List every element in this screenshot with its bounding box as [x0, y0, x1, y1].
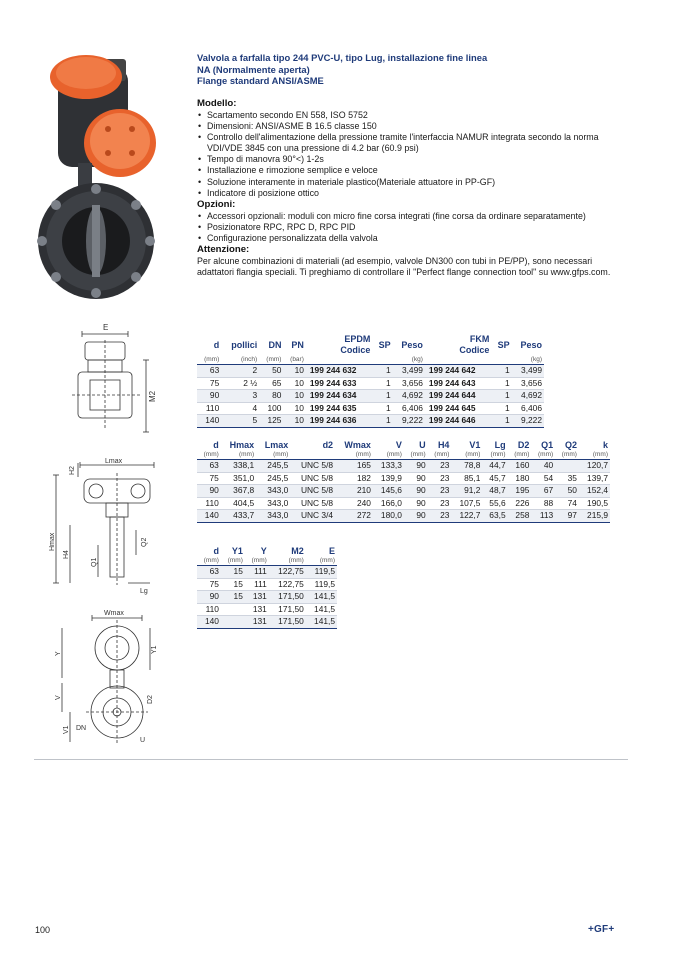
table-cell: 180,0	[373, 510, 404, 523]
table-cell: 119,5	[306, 578, 337, 591]
table-cell: 5	[221, 415, 259, 428]
col-unit: (mm)	[451, 451, 482, 460]
dim-label-h2: H2	[69, 466, 76, 475]
table-cell: 10	[283, 390, 305, 403]
dim-label-d2: D2	[147, 695, 154, 704]
table-cell: 199 244 632	[306, 365, 373, 378]
modello-heading: Modello:	[197, 98, 237, 109]
col-unit: (mm)	[197, 451, 221, 460]
table-cell: 63,5	[482, 510, 507, 523]
col-unit: (mm)	[306, 557, 337, 566]
table-cell: 48,7	[482, 485, 507, 498]
table-cell: 100	[259, 402, 283, 415]
table-cell: 139,9	[373, 472, 404, 485]
table-cell: 63	[197, 566, 221, 579]
table-cell: 63	[197, 365, 221, 378]
col-unit: (mm)	[531, 451, 555, 460]
attenzione-heading: Attenzione:	[197, 244, 250, 256]
table-cell: 1	[491, 415, 511, 428]
table-cell: 343,0	[256, 510, 290, 523]
table-cell: 23	[428, 460, 452, 473]
technical-drawing-front	[60, 320, 160, 440]
table-row	[197, 591, 337, 604]
table-cell: 338,1	[221, 460, 256, 473]
col-header: d2	[322, 440, 334, 450]
table-cell: 160	[508, 460, 532, 473]
list-item: • Accessori opzionali: moduli con micro fine corsa integrati (fine corsa da ordinare separatamente)	[197, 211, 629, 222]
table-cell: 1	[491, 390, 511, 403]
dim-label-lmax: Lmax	[105, 458, 123, 465]
table-cell: 131	[245, 616, 269, 629]
table-cell: 199 244 642	[425, 365, 492, 378]
table-cell: 351,0	[221, 472, 256, 485]
col-header: Wmax	[344, 440, 371, 450]
col-unit: (mm)	[508, 451, 532, 460]
col-header: Peso	[520, 339, 542, 350]
table-cell: 1	[372, 390, 392, 403]
table-cell: 67	[531, 485, 555, 498]
table-cell: 88	[531, 497, 555, 510]
table-cell: 91,2	[451, 485, 482, 498]
col-header: Lg	[494, 440, 506, 450]
page-number: 100	[35, 925, 51, 935]
table-cell: 35	[555, 472, 579, 485]
table-cell: 141,5	[306, 603, 337, 616]
table-row	[197, 377, 544, 390]
table-cell: 122,7	[451, 510, 482, 523]
col-header: Q2	[564, 440, 577, 450]
table-cell: 210	[335, 485, 373, 498]
table-cell: 110	[197, 402, 221, 415]
table-cell: 120,7	[579, 460, 610, 473]
table-cell: 199 244 634	[306, 390, 373, 403]
dim-label-v1: V1	[63, 725, 70, 734]
list-item: • Tempo di manovra 90°<) 1-2s	[197, 154, 629, 165]
list-item: • Posizionatore RPC, RPC D, RPC PID	[197, 222, 629, 233]
table-cell: UNC 5/8	[290, 472, 335, 485]
col-header: D2	[517, 440, 530, 450]
list-item: • Scartamento secondo EN 558, ISO 5752	[197, 110, 629, 121]
table-cell: 367,8	[221, 485, 256, 498]
col-unit: (mm)	[245, 557, 269, 566]
list-item: • Soluzione interamente in materiale plastico(Materiale attuatore in PP-GF)	[197, 177, 629, 188]
table-cell: 44,7	[482, 460, 507, 473]
table-cell: 141,5	[306, 591, 337, 604]
attenzione-text: Per alcune combinazioni di materiali (ad esempio, valvole DN300 con tubi in PE/PP), sono necessari adattatori flangia speciali. Ti preghiamo di controllare il "Perfect flange connection tool" su www.gfps.com.	[197, 256, 611, 278]
table-cell: 1	[372, 415, 392, 428]
table-cell: 145,6	[373, 485, 404, 498]
table-cell: 166,0	[373, 497, 404, 510]
col-header: d	[213, 546, 219, 556]
table-cell: 140	[197, 510, 221, 523]
table-cell: 199 244 646	[425, 415, 492, 428]
col-header: H4	[437, 440, 450, 450]
col-header: Hmax	[229, 440, 255, 450]
dim-label-y: Y	[55, 651, 62, 656]
table-cell: 6,406	[393, 402, 425, 415]
table-row	[197, 365, 544, 378]
col-header: Y1	[231, 546, 243, 556]
table-cell: 10	[283, 377, 305, 390]
table-cell: 215,9	[579, 510, 610, 523]
table-cell: 45,7	[482, 472, 507, 485]
dim-label-v: V	[55, 695, 62, 700]
table-cell: 131	[245, 591, 269, 604]
col-unit: (inch)	[221, 356, 259, 365]
col-header: FKM Codice	[459, 334, 490, 355]
table-cell: 1	[491, 377, 511, 390]
product-title	[197, 52, 637, 87]
table-cell: UNC 5/8	[290, 460, 335, 473]
table-cell: 55,6	[482, 497, 507, 510]
col-unit: (mm)	[197, 356, 221, 365]
col-header: Lmax	[264, 440, 289, 450]
table-cell: 199 244 644	[425, 390, 492, 403]
table-cell: 1	[372, 377, 392, 390]
col-header: k	[602, 440, 608, 450]
table-cell: 1	[491, 365, 511, 378]
table-cell: 3,656	[393, 377, 425, 390]
table-cell: UNC 5/8	[290, 485, 335, 498]
table-cell: 63	[197, 460, 221, 473]
table-cell: UNC 3/4	[290, 510, 335, 523]
table-cell: 245,5	[256, 472, 290, 485]
table-cell: 9,222	[512, 415, 544, 428]
col-unit: (mm)	[482, 451, 507, 460]
table-cell: 23	[428, 510, 452, 523]
table-cell: 199 244 643	[425, 377, 492, 390]
col-unit: (mm)	[221, 451, 256, 460]
table-cell: 1	[372, 365, 392, 378]
table-cell: 110	[197, 497, 221, 510]
title-line-1: Valvola a farfalla tipo 244 PVC-U, tipo Lug, installazione fine linea	[197, 52, 488, 63]
table-cell: 199 244 636	[306, 415, 373, 428]
col-unit: (mm)	[404, 451, 428, 460]
table-cell: 10	[283, 402, 305, 415]
col-header: V	[395, 440, 402, 450]
table-cell: 23	[428, 485, 452, 498]
col-header: d	[213, 440, 219, 450]
table-cell: 75	[197, 472, 221, 485]
table-cell: 111	[245, 578, 269, 591]
col-header: SP	[497, 339, 510, 350]
col-header: E	[328, 546, 335, 556]
col-unit: (mm)	[221, 557, 245, 566]
table-cell: 433,7	[221, 510, 256, 523]
col-header: Y	[260, 546, 267, 556]
table-cell: 23	[428, 472, 452, 485]
table-cell: 1	[491, 402, 511, 415]
col-unit: (mm)	[269, 557, 306, 566]
table-cell: 131	[245, 603, 269, 616]
opzioni-list	[197, 211, 629, 244]
table-cell: 199 244 645	[425, 402, 492, 415]
table-cell: 122,75	[269, 578, 306, 591]
dim-label-lg: Lg	[140, 588, 148, 595]
table-cell: 90	[404, 472, 428, 485]
table-cell: 139,7	[579, 472, 610, 485]
dim-label-m2: M2	[148, 390, 157, 402]
dim-label-wmax: Wmax	[104, 610, 124, 617]
col-unit: (mm)	[259, 356, 283, 365]
table-row	[197, 510, 610, 523]
table-cell: 50	[259, 365, 283, 378]
table-cell: 97	[555, 510, 579, 523]
order-table	[197, 334, 544, 428]
table-cell: 182	[335, 472, 373, 485]
col-unit	[306, 356, 373, 365]
table-cell: 140	[197, 415, 221, 428]
table-cell: 199 244 633	[306, 377, 373, 390]
table-cell	[221, 603, 245, 616]
table-cell: 85,1	[451, 472, 482, 485]
table-cell: 4,692	[393, 390, 425, 403]
title-line-2: NA (Normalmente aperta)	[197, 63, 310, 75]
table-row	[197, 566, 337, 579]
table-cell: 190,5	[579, 497, 610, 510]
table-cell: 2	[221, 365, 259, 378]
table-cell: 171,50	[269, 616, 306, 629]
table-cell: 90	[404, 510, 428, 523]
table-cell: 258	[508, 510, 532, 523]
table-cell: 9,222	[393, 415, 425, 428]
table-row	[197, 578, 337, 591]
table-cell: 23	[428, 497, 452, 510]
table-cell: 141,5	[306, 616, 337, 629]
table-cell: 111	[245, 566, 269, 579]
col-header: Q1	[541, 440, 554, 450]
table-cell: 15	[221, 591, 245, 604]
opzioni-heading: Opzioni:	[197, 198, 236, 210]
col-unit	[491, 356, 511, 365]
table-cell: 10	[283, 365, 305, 378]
table-cell	[221, 616, 245, 629]
table-cell: 226	[508, 497, 532, 510]
table-cell: 240	[335, 497, 373, 510]
table-row	[197, 402, 544, 415]
table-cell: 3,656	[512, 377, 544, 390]
table-cell: 180	[508, 472, 532, 485]
table-cell: 54	[531, 472, 555, 485]
table-cell: 171,50	[269, 591, 306, 604]
table-row	[197, 472, 610, 485]
table-cell: 90	[197, 591, 221, 604]
table-row	[197, 485, 610, 498]
list-item: • Configurazione personalizzata della valvola	[197, 233, 629, 244]
table-cell: UNC 5/8	[290, 497, 335, 510]
table-cell: 107,5	[451, 497, 482, 510]
dim-label-h4: H4	[63, 550, 70, 559]
table-cell: 90	[404, 497, 428, 510]
table-cell: 6,406	[512, 402, 544, 415]
table-cell: 343,0	[256, 497, 290, 510]
table-cell: 165	[335, 460, 373, 473]
table-cell: 152,4	[579, 485, 610, 498]
list-item: • Controllo dell'alimentazione della pressione tramite l'interfaccia NAMUR integrata secondo la norma VDI/VDE 3845 con una pressione di 4.2 bar (60.9 psi)	[197, 132, 629, 154]
col-unit: (mm)	[555, 451, 579, 460]
table-cell: 75	[197, 377, 221, 390]
table-cell: 3,499	[512, 365, 544, 378]
table-cell: 110	[197, 603, 221, 616]
col-header: SP	[378, 339, 391, 350]
table-cell: 133,3	[373, 460, 404, 473]
dim-label-q2: Q2	[141, 537, 148, 547]
table-cell: 4	[221, 402, 259, 415]
table-cell: 90	[197, 390, 221, 403]
col-header: Peso	[401, 339, 423, 350]
table-cell: 125	[259, 415, 283, 428]
title-line-3: Flange standard ANSI/ASME	[197, 75, 324, 87]
col-unit	[372, 356, 392, 365]
table-cell: 90	[404, 485, 428, 498]
col-unit: (mm)	[335, 451, 373, 460]
table-cell: 122,75	[269, 566, 306, 579]
dim-label-hmax: Hmax	[49, 532, 56, 551]
product-photo	[30, 45, 180, 305]
table-cell: 10	[283, 415, 305, 428]
dim-label-dn: DN	[76, 725, 87, 732]
technical-drawing-top	[50, 608, 160, 748]
table-cell: 90	[197, 485, 221, 498]
table-cell: 3,499	[393, 365, 425, 378]
table-cell	[555, 460, 579, 473]
table-cell: 245,5	[256, 460, 290, 473]
table-row	[197, 603, 337, 616]
table-cell: 50	[555, 485, 579, 498]
col-unit: (mm)	[197, 557, 221, 566]
list-item: • Dimensioni: ANSI/ASME B 16.5 classe 150	[197, 121, 629, 132]
table-cell: 119,5	[306, 566, 337, 579]
table-cell: 404,5	[221, 497, 256, 510]
table-cell: 199 244 635	[306, 402, 373, 415]
col-header: V1	[469, 440, 481, 450]
list-item: • Installazione e rimozione semplice e veloce	[197, 165, 629, 176]
table-cell: 171,50	[269, 603, 306, 616]
description-block	[197, 98, 629, 278]
col-unit: (mm)	[256, 451, 290, 460]
col-header: DN	[268, 339, 282, 350]
col-header: d	[213, 339, 220, 350]
table-cell: 3	[221, 390, 259, 403]
col-unit: (mm)	[428, 451, 452, 460]
col-header: U	[419, 440, 426, 450]
dim-label-e: E	[103, 323, 109, 332]
col-header: pollici	[231, 339, 258, 350]
table-cell: 1	[372, 402, 392, 415]
col-unit: (kg)	[512, 356, 544, 365]
table-cell: 75	[197, 578, 221, 591]
table-row	[197, 415, 544, 428]
gf-logo: +GF+	[588, 924, 615, 935]
list-item: • Indicatore di posizione ottico	[197, 188, 629, 199]
col-unit: (mm)	[373, 451, 404, 460]
table-cell: 40	[531, 460, 555, 473]
table-row	[197, 390, 544, 403]
technical-drawing-side	[50, 455, 160, 595]
table-cell: 272	[335, 510, 373, 523]
col-header: M2	[291, 546, 304, 556]
table-cell: 15	[221, 566, 245, 579]
modello-list	[197, 110, 629, 199]
dim-label-q1: Q1	[91, 557, 98, 567]
col-unit: (kg)	[393, 356, 425, 365]
dimensions-table	[197, 440, 610, 523]
col-unit	[425, 356, 492, 365]
table-cell: 113	[531, 510, 555, 523]
col-header: EPDM Codice	[340, 334, 371, 355]
table-cell: 74	[555, 497, 579, 510]
col-header: PN	[291, 339, 304, 350]
table-cell: 2 ½	[221, 377, 259, 390]
table-cell: 80	[259, 390, 283, 403]
table-cell: 140	[197, 616, 221, 629]
table-cell: 15	[221, 578, 245, 591]
col-unit: (mm)	[579, 451, 610, 460]
col-unit	[290, 451, 335, 460]
dimensions-table-extra	[197, 546, 337, 629]
table-cell: 195	[508, 485, 532, 498]
table-row	[197, 616, 337, 629]
table-cell: 90	[404, 460, 428, 473]
table-cell: 4,692	[512, 390, 544, 403]
dim-label-y1: Y1	[151, 645, 158, 654]
table-row	[197, 460, 610, 473]
table-row	[197, 497, 610, 510]
footer-divider	[34, 759, 628, 760]
table-cell: 78,8	[451, 460, 482, 473]
dim-label-u: U	[140, 737, 146, 744]
table-cell: 65	[259, 377, 283, 390]
col-unit: (bar)	[283, 356, 305, 365]
table-cell: 343,0	[256, 485, 290, 498]
